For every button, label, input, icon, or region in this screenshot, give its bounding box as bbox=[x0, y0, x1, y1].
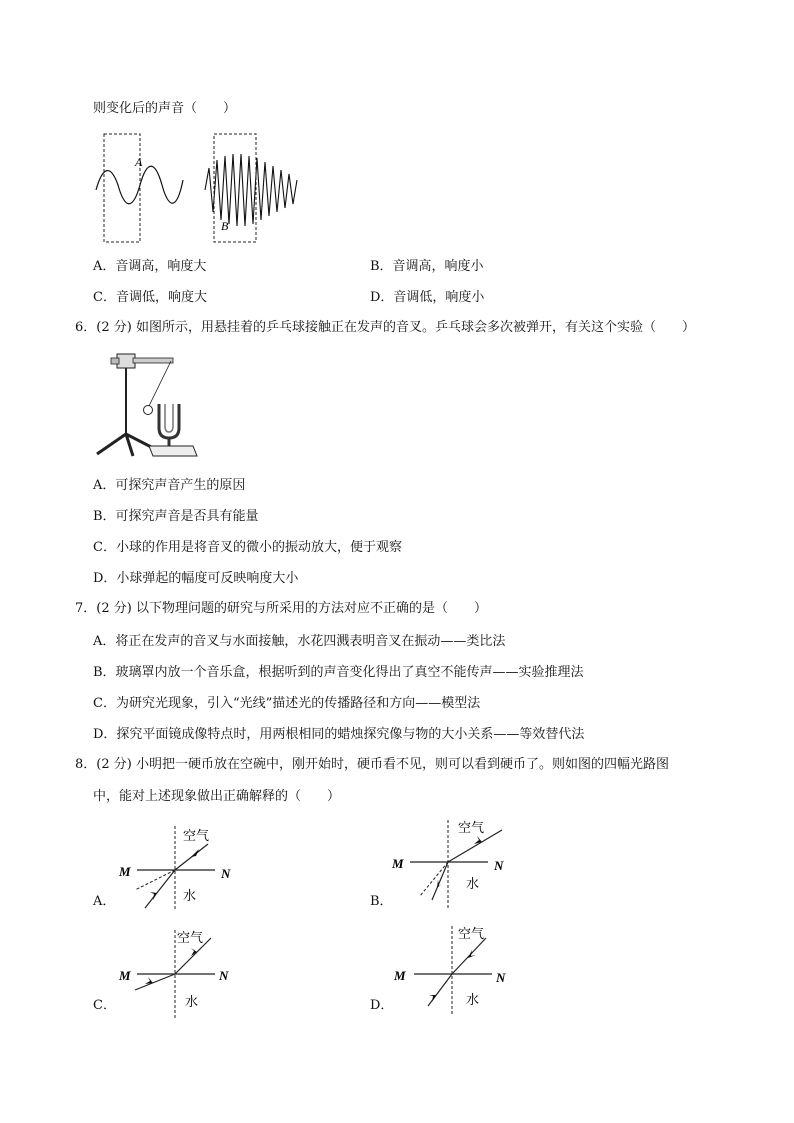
q5-option-a[interactable]: A．音调高，响度大 bbox=[93, 259, 207, 274]
q8-stem-line2: 中，能对上述现象做出正确解释的（ ） bbox=[93, 789, 341, 804]
waveform-figure bbox=[93, 130, 308, 246]
q7-option-a[interactable]: A．将正在发声的音叉与水面接触，水花四溅表明音叉在振动——类比法 bbox=[93, 634, 506, 649]
n-label: N bbox=[496, 970, 506, 985]
air-label: 空气 bbox=[458, 820, 485, 835]
q5-stem-tail: 则变化后的声音（ ） bbox=[93, 101, 237, 116]
q6-option-b[interactable]: B．可探究声音是否具有能量 bbox=[93, 509, 259, 524]
water-label: 水 bbox=[185, 994, 199, 1009]
q6-stem: 6．(2 分) 如图所示，用悬挂着的乒乓球接触正在发声的音叉。乒乓球会多次被弹开，有关这个实验（ ） bbox=[75, 320, 695, 335]
q5-option-d[interactable]: D．音调低，响度小 bbox=[370, 290, 485, 305]
water-label: 水 bbox=[466, 992, 480, 1007]
q7-option-c[interactable]: C．为研究光现象，引入“光线”描述光的传播路径和方向——模型法 bbox=[93, 696, 481, 711]
water-label: 水 bbox=[466, 876, 480, 891]
ray-diagram-a bbox=[113, 822, 243, 914]
q7-option-d[interactable]: D．探究平面镜成像特点时，用两根相同的蜡烛探究像与物的大小关系——等效替代法 bbox=[93, 727, 585, 742]
wave-a-label: A bbox=[135, 155, 143, 169]
ray-diagram-b bbox=[390, 816, 520, 912]
q8-stem-line1: 8．(2 分) 小明把一硬币放在空碗中，刚开始时，硬币看不见，则可以看到硬币了。则如图的四幅光路图 bbox=[75, 757, 669, 772]
n-label: N bbox=[494, 858, 504, 873]
n-label: N bbox=[221, 866, 231, 881]
q5-option-b[interactable]: B．音调高，响度小 bbox=[370, 259, 484, 274]
m-label: M bbox=[119, 864, 131, 879]
q7-option-b[interactable]: B．玻璃罩内放一个音乐盒，根据听到的声音变化得出了真空不能传声——实验推理法 bbox=[93, 665, 584, 680]
ray-diagram-d bbox=[390, 922, 520, 1018]
n-label: N bbox=[219, 968, 229, 983]
ray-diagram-c bbox=[113, 926, 243, 1022]
m-label: M bbox=[392, 856, 404, 871]
q8-label-a[interactable]: A． bbox=[93, 894, 116, 909]
air-label: 空气 bbox=[177, 930, 204, 945]
q8-label-d[interactable]: D． bbox=[370, 998, 394, 1013]
q8-label-c[interactable]: C． bbox=[93, 998, 116, 1013]
q8-label-b[interactable]: B． bbox=[370, 894, 393, 909]
water-label: 水 bbox=[183, 888, 197, 903]
m-label: M bbox=[119, 968, 131, 983]
air-label: 空气 bbox=[183, 828, 210, 843]
m-label: M bbox=[394, 968, 406, 983]
q6-option-d[interactable]: D．小球弹起的幅度可反映响度大小 bbox=[93, 571, 299, 586]
q6-option-c[interactable]: C．小球的作用是将音叉的微小的振动放大，便于观察 bbox=[93, 540, 402, 555]
tuning-fork-figure bbox=[93, 348, 223, 460]
q5-option-c[interactable]: C．音调低，响度大 bbox=[93, 290, 207, 305]
q7-stem: 7．(2 分) 以下物理问题的研究与所采用的方法对应不正确的是（ ） bbox=[75, 601, 487, 616]
air-label: 空气 bbox=[458, 926, 485, 941]
q6-option-a[interactable]: A．可探究声音产生的原因 bbox=[93, 478, 246, 493]
wave-b-label: B bbox=[221, 219, 229, 233]
